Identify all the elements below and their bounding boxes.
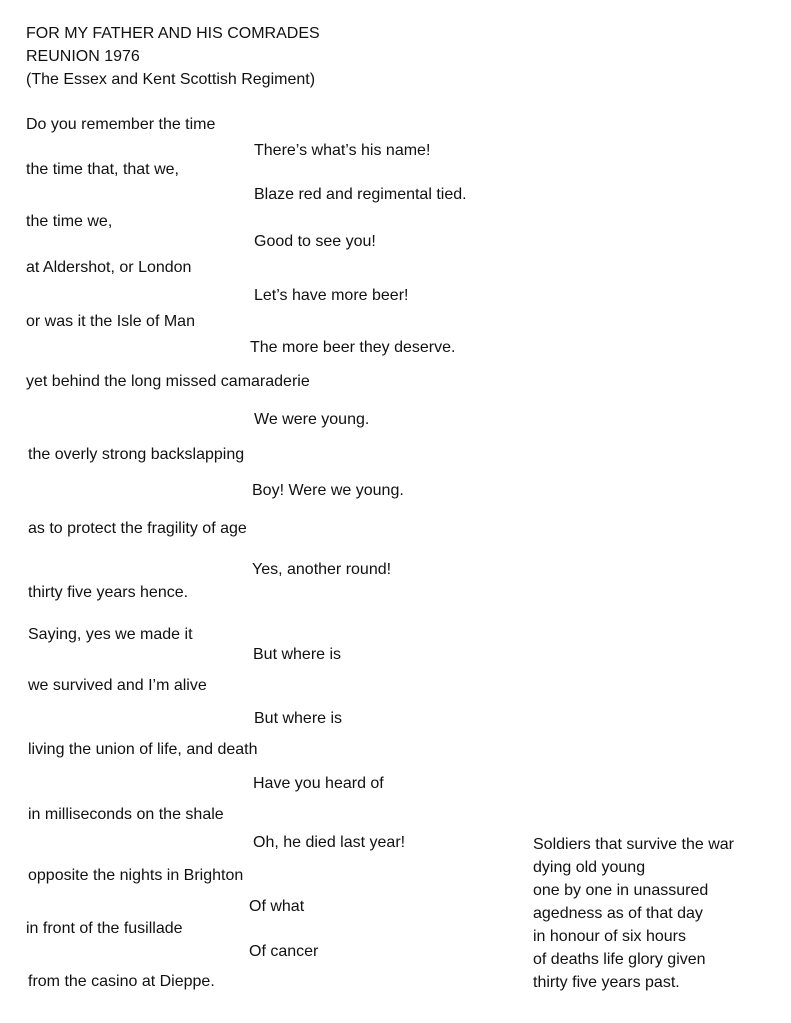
poem-subtitle: REUNION 1976 (26, 48, 140, 65)
right-line: We were young. (254, 411, 370, 428)
right-line: Boy! Were we young. (252, 482, 404, 499)
left-line: Do you remember the time (26, 116, 216, 133)
stanza-line: Soldiers that survive the war (533, 836, 734, 853)
right-line: The more beer they deserve. (250, 339, 456, 356)
right-line: Oh, he died last year! (253, 834, 406, 851)
left-line: or was it the Isle of Man (26, 313, 195, 330)
left-line: living the union of life, and death (28, 741, 258, 758)
right-line: But where is (254, 710, 343, 727)
stanza-line: agedness as of that day (533, 905, 703, 922)
left-line: opposite the nights in Brighton (28, 867, 244, 884)
right-line: There’s what’s his name! (254, 142, 431, 159)
left-line: Saying, yes we made it (28, 626, 193, 643)
left-line: at Aldershot, or London (26, 259, 192, 276)
left-line: yet behind the long missed camaraderie (26, 373, 310, 390)
left-line: in front of the fusillade (26, 920, 183, 937)
right-line: Yes, another round! (252, 561, 392, 578)
stanza-line: in honour of six hours (533, 928, 686, 945)
left-line: the overly strong backslapping (28, 446, 245, 463)
right-line: Of what (249, 898, 305, 915)
stanza-line: of deaths life glory given (533, 951, 706, 968)
stanza-line: one by one in unassured (533, 882, 709, 899)
poem-title: FOR MY FATHER AND HIS COMRADES (26, 25, 320, 42)
left-line: thirty five years hence. (28, 584, 189, 601)
poem-dedication: (The Essex and Kent Scottish Regiment) (26, 71, 316, 88)
right-line: Of cancer (249, 943, 319, 960)
right-line: Blaze red and regimental tied. (254, 186, 467, 203)
stanza-line: dying old young (533, 859, 646, 876)
left-line: as to protect the fragility of age (28, 520, 247, 537)
left-line: from the casino at Dieppe. (28, 973, 215, 990)
left-line: the time that, that we, (26, 161, 179, 178)
stanza-line: thirty five years past. (533, 974, 680, 991)
left-line: in milliseconds on the shale (28, 806, 224, 823)
left-line: the time we, (26, 213, 113, 230)
right-line: Let’s have more beer! (254, 287, 409, 304)
left-line: we survived and I’m alive (28, 677, 207, 694)
right-line: Good to see you! (254, 233, 376, 250)
right-line: But where is (253, 646, 342, 663)
right-line: Have you heard of (253, 775, 384, 792)
closing-stanza (533, 833, 734, 994)
